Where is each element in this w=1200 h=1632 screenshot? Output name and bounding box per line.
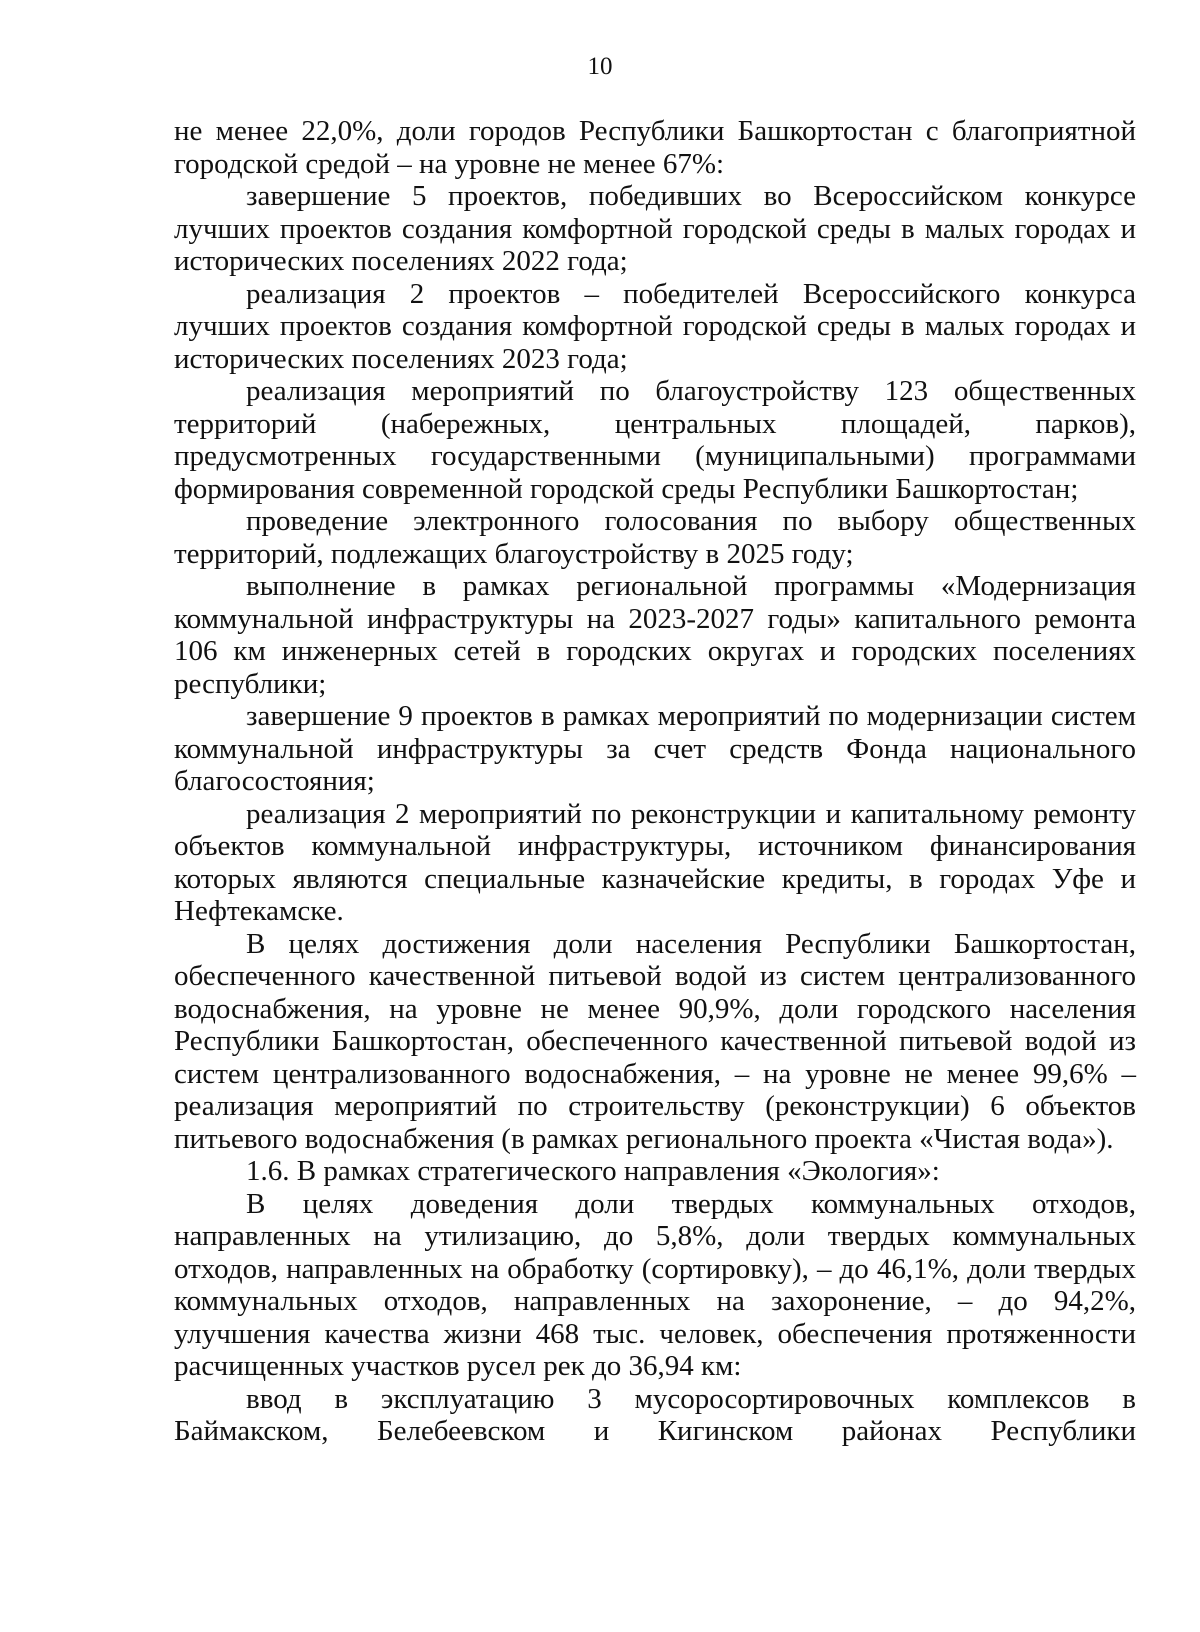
- paragraph: реализация 2 проектов – победителей Всероссийского конкурса лучших проектов создания комфортной городской среды в малых городах и исторических поселениях 2023 года;: [174, 277, 1136, 375]
- section-heading: 1.6. В рамках стратегического направления «Экология»:: [246, 1155, 940, 1187]
- paragraph: реализация 2 мероприятий по реконструкции и капитальному ремонту объектов коммунальной инфраструктуры, источником финансирования которых являются специальные казначейские кредиты, в городах Уфе и Нефтекамске.: [174, 797, 1136, 927]
- paragraph: выполнение в рамках региональной программы «Модернизация коммунальной инфраструктуры на 2023-2027 годы» капитального ремонта 106 км инженерных сетей в городских округах и городских поселениях республики;: [174, 570, 1136, 700]
- page-number: 10: [587, 53, 613, 80]
- paragraph: завершение 5 проектов, победивших во Всероссийском конкурсе лучших проектов создания комфортной городской среды в малых городах и исторических поселениях 2022 года;: [174, 180, 1136, 277]
- paragraph: реализация мероприятий по благоустройству 123 общественных территорий (набережных, центральных площадей, парков), предусмотренных государственными (муниципальными) программами формирования современной городской среды Республики Башкортостан;: [174, 375, 1136, 505]
- paragraph: проведение электронного голосования по выбору общественных территорий, подлежащих благоустройству в 2025 году;: [174, 505, 1136, 570]
- paragraph: завершение 9 проектов в рамках мероприятий по модернизации систем коммунальной инфраструктуры за счет средств Фонда национального благосостояния;: [174, 700, 1136, 797]
- paragraph: не менее 22,0%, доли городов Республики Башкортостан с благоприятной городской средой – на уровне не менее 67%:: [174, 115, 1136, 180]
- paragraph: В целях достижения доли населения Республики Башкортостан, обеспеченного качественной питьевой водой из систем централизованного водоснабжения, на уровне не менее 90,9%, доли городского населения Республики Башкортостан, обеспеченного качественной питьевой водой из систем централизованного водоснабжения, – на уровне не менее 99,6% – реализация мероприятий по строительству (реконструкции) 6 объектов питьевого водоснабжения (в рамках регионального проекта «Чистая вода»).: [174, 927, 1136, 1155]
- paragraph: ввод в эксплуатацию 3 мусоросортировочных комплексов в Баймакском, Белебеевском и Кигинском районах Республики: [174, 1382, 1136, 1447]
- paragraph: В целях доведения доли твердых коммунальных отходов, направленных на утилизацию, до 5,8%, доли твердых коммунальных отходов, направленных на обработку (сортировку), – до 46,1%, доли твердых коммунальных отходов, направленных на захоронение, – до 94,2%, улучшения качества жизни 468 тыс. человек, обеспечения протяженности расчищенных участков русел рек до 36,94 км:: [174, 1187, 1136, 1382]
- document-body: [174, 115, 1136, 1448]
